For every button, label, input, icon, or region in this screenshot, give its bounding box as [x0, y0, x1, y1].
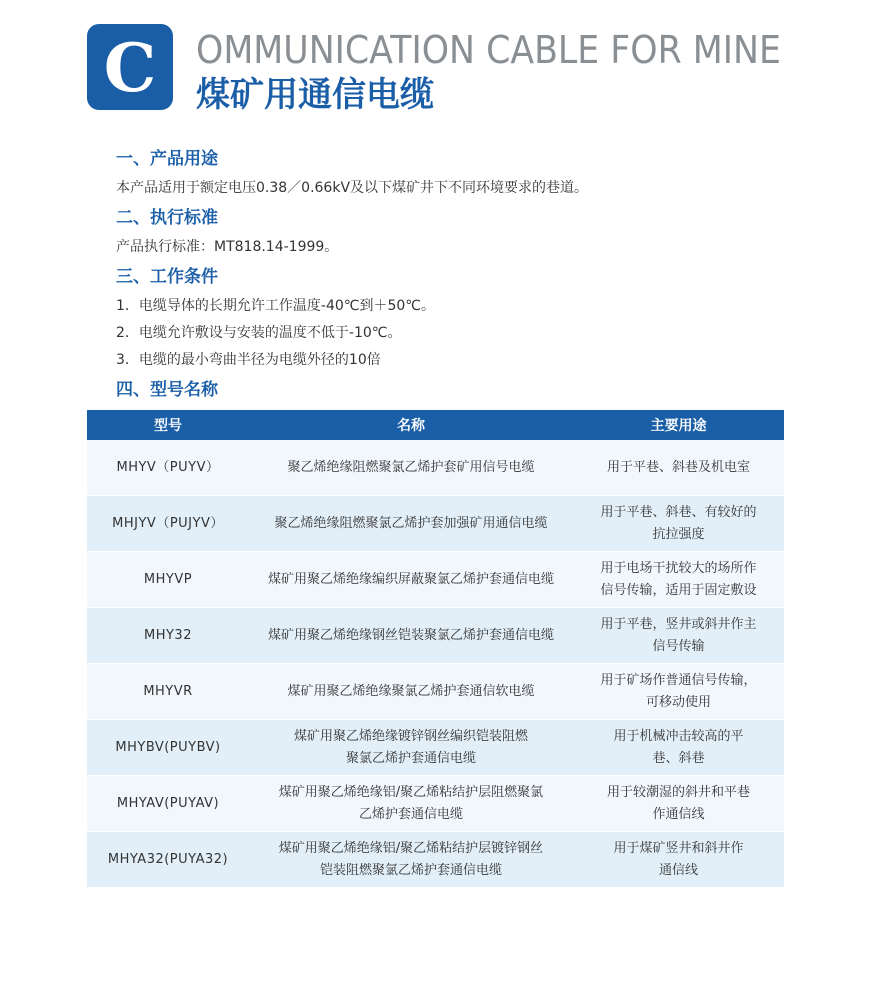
use-text: 用于较潮湿的斜井和平巷 作通信线 [606, 784, 750, 822]
usage-text: 本产品适用于额定电压0.38／0.66kV及以下煤矿井下不同环境要求的巷道。 [116, 180, 589, 196]
model-cell: MHYVP [87, 552, 249, 608]
name-cell [249, 664, 573, 720]
use-cell [573, 608, 784, 664]
model-cell: MHJYV（PUJYV） [87, 496, 249, 552]
use-text: 用于电场干扰较大的场所作 信号传输，适用于固定敷设 [600, 560, 757, 598]
model-cell: MHYA32(PUYA32) [87, 832, 249, 888]
name-cell [249, 832, 573, 888]
section-heading-standard: 二、执行标准 [116, 208, 218, 228]
use-cell [573, 776, 784, 832]
name-text: 煤矿用聚乙烯绝缘铝/聚乙烯粘结护层镀锌钢丝 铠装阻燃聚氯乙烯护套通信电缆 [278, 840, 544, 878]
name-text: 煤矿用聚乙烯绝缘铝/聚乙烯粘结护层阻燃聚氯 乙烯护套通信电缆 [278, 784, 544, 822]
table-row [87, 496, 784, 552]
condition-item-2: 2．电缆允许敷设与安装的温度不低于-10℃。 [116, 325, 402, 341]
use-text: 用于煤矿竖井和斜井作 通信线 [613, 840, 744, 878]
table-row [87, 552, 784, 608]
name-text: 煤矿用聚乙烯绝缘编织屏蔽聚氯乙烯护套通信电缆 [267, 571, 554, 587]
use-cell [573, 720, 784, 776]
model-table [87, 410, 784, 887]
logo-letter: C [103, 29, 157, 107]
use-text: 用于矿场作普通信号传输， 可移动使用 [600, 672, 757, 710]
model-cell: MHYV（PUYV） [87, 440, 249, 496]
section-heading-models: 四、型号名称 [116, 380, 218, 400]
model-cell: MHYBV(PUYBV) [87, 720, 249, 776]
table-header-row [87, 410, 784, 440]
logo-badge [87, 24, 173, 110]
name-cell [249, 496, 573, 552]
use-cell [573, 664, 784, 720]
condition-item-3: 3．电缆的最小弯曲半径为电缆外径的10倍 [116, 352, 381, 368]
name-cell [249, 776, 573, 832]
standard-text: 产品执行标准：MT818.14-1999。 [116, 239, 339, 255]
use-text: 用于平巷、斜巷及机电室 [606, 459, 750, 475]
name-cell [249, 608, 573, 664]
table-row [87, 832, 784, 888]
table-row [87, 440, 784, 496]
model-cell: MHYVR [87, 664, 249, 720]
use-cell [573, 832, 784, 888]
model-cell: MHY32 [87, 608, 249, 664]
use-cell [573, 440, 784, 496]
name-text: 煤矿用聚乙烯绝缘钢丝铠装聚氯乙烯护套通信电缆 [267, 627, 554, 643]
section-heading-usage: 一、产品用途 [116, 149, 218, 169]
title-chinese: 煤矿用通信电缆 [196, 75, 434, 115]
header-model: 型号 [87, 410, 249, 440]
use-text: 用于平巷，竖井或斜井作主 信号传输 [600, 616, 757, 654]
section-heading-conditions: 三、工作条件 [116, 267, 218, 287]
name-cell [249, 720, 573, 776]
model-cell: MHYAV(PUYAV) [87, 776, 249, 832]
use-text: 用于平巷、斜巷、有较好的 抗拉强度 [600, 504, 757, 542]
name-cell [249, 552, 573, 608]
name-text: 煤矿用聚乙烯绝缘镀锌钢丝编织铠装阻燃 聚氯乙烯护套通信电缆 [293, 728, 528, 766]
header-use: 主要用途 [573, 410, 784, 440]
use-cell [573, 496, 784, 552]
header-name: 名称 [249, 410, 573, 440]
name-text: 聚乙烯绝缘阻燃聚氯乙烯护套加强矿用通信电缆 [274, 515, 548, 531]
condition-item-1: 1．电缆导体的长期允许工作温度-40℃到＋50℃。 [116, 298, 436, 314]
table-row [87, 608, 784, 664]
name-text: 煤矿用聚乙烯绝缘聚氯乙烯护套通信软电缆 [287, 683, 535, 699]
table-row [87, 720, 784, 776]
use-cell [573, 552, 784, 608]
use-text: 用于机械冲击较高的平 巷、斜巷 [613, 728, 744, 766]
title-english: OMMUNICATION CABLE FOR MINE [196, 28, 781, 72]
name-cell [249, 440, 573, 496]
table-row [87, 664, 784, 720]
name-text: 聚乙烯绝缘阻燃聚氯乙烯护套矿用信号电缆 [287, 459, 535, 475]
table-row [87, 776, 784, 832]
